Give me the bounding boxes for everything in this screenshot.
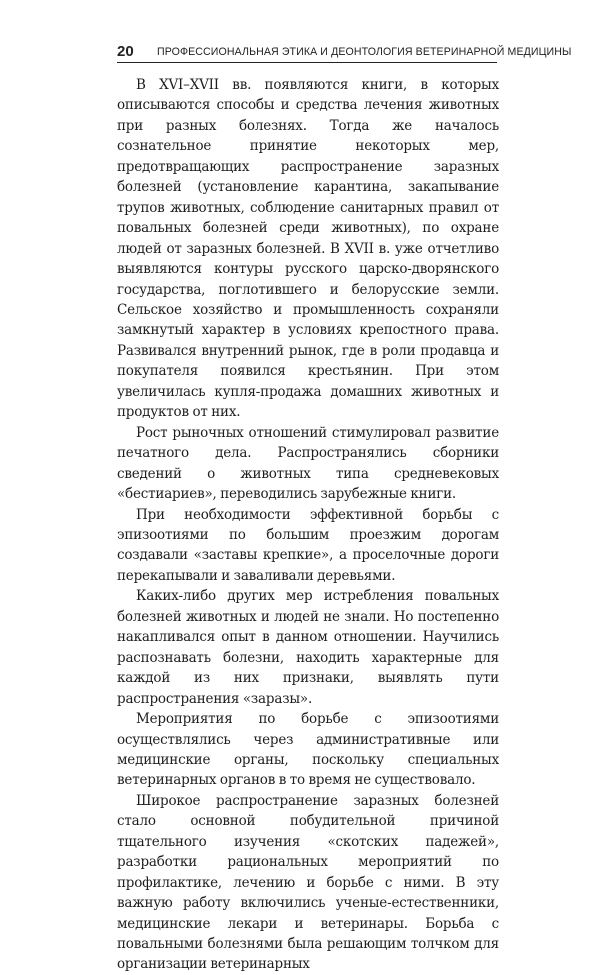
body-text bbox=[117, 75, 499, 975]
paragraph-4: Каких-либо других мер истребления повальных болезней животных и людей не знали. Но постепенно накапливался опыт в данном отношении. Научились распознавать болезни, находить характерные для каждой из них признаки, выявлять пути распространения «заразы». bbox=[117, 588, 499, 707]
page-number: 20 bbox=[117, 43, 134, 60]
running-title: ПРОФЕССИОНАЛЬНАЯ ЭТИКА И ДЕОНТОЛОГИЯ ВЕТЕРИНАРНОЙ МЕДИЦИНЫ bbox=[157, 46, 572, 58]
paragraph-1: В XVI–XVII вв. появляются книги, в которых описываются способы и средства лечения животных при разных болезнях. Тогда же началось сознательное принятие некоторых мер, предотвращающих распространение заразных болезней (установление карантина, закапывание трупов животных, соблюдение санитарных правил от повальных болезней среди животных), по охране людей от заразных болезней. В XVII в. уже отчетливо выявляются контуры русского царско-дворянского государства, поглотившего и белорусские земли. Сельское хозяйство и промышленность сохраняли замкнутый характер в условиях крепостного права. Развивался внутренний рынок, где в роли продавца и покупателя появился крестьянин. При этом увеличилась купля-продажа домашних животных и продуктов от них. bbox=[117, 77, 499, 421]
paragraph-5: Мероприятия по борьбе с эпизоотиями осуществлялись через административные или медицинские органы, поскольку специальных ветеринарных органов в то время не существовало. bbox=[117, 711, 499, 789]
running-header bbox=[117, 40, 572, 63]
paragraph-6: Широкое распространение заразных болезней стало основной побудительной причиной тщательного изучения «скотских падежей», разработки рациональных мероприятий по профилактике, лечению и борьбе с ними. В эту важную работу включились ученые-естественники, медицинские лекари и ветеринары. Борьба с повальными болезнями была решающим толчком для организации ветеринарных bbox=[117, 792, 499, 973]
paragraph-3: При необходимости эффективной борьбы с эпизоотиями по большим проезжим дорогам создавали «заставы крепкие», а проселочные дороги перекапывали и заваливали деревьями. bbox=[117, 506, 499, 584]
paragraph-2: Рост рыночных отношений стимулировал развитие печатного дела. Распространялись сборники сведений о животных типа средневековых «бестиариев», переводились зарубежные книги. bbox=[117, 424, 499, 503]
